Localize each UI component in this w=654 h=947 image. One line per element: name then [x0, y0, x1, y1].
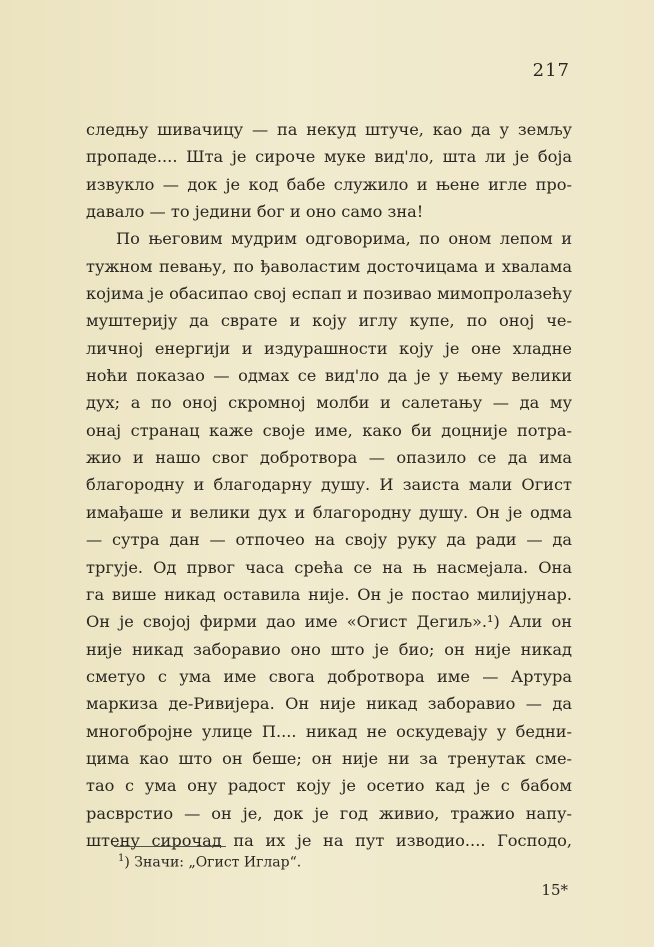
text-line: није никад заборавио оно што је био; он није никад — [86, 639, 572, 659]
text-line: штену сирочад па их је на пут изводио.... Господо, — [86, 830, 572, 850]
text-line: којима је обасипао свој еспап и позивао мимопролазећу — [86, 284, 572, 304]
footnote-text: ) Значи: „Огист Иглар“. — [124, 854, 302, 871]
text-line: жио и нашо свог добротвора — опазило се да има — [86, 448, 572, 468]
footnote-rule — [114, 846, 226, 847]
text-line: По његовим мудрим одговорима, по оном лепом и — [116, 229, 572, 249]
text-line: онај странац каже своје име, како би доцније потра- — [86, 420, 572, 440]
text-line: благородну и благодарну душу. И заиста мали Огист — [86, 475, 572, 495]
text-line: сметуо с ума име свога добротвора име — Артура — [86, 666, 572, 686]
text-line: маркиза де-Ривијера. Он није никад заборавио — да — [86, 694, 572, 714]
text-line: тргује. Од првог часа срећа се на њ насмејала. Она — [86, 557, 572, 577]
text-line: Он је својој фирми дао име «Огист Дегиљ».¹) Али он — [86, 612, 572, 632]
text-line: муштерију да сврате и коју иглу купе, по оној че- — [86, 311, 572, 331]
text-line: га више никад оставила није. Он је постао милијунар. — [86, 584, 572, 604]
page-number: 217 — [532, 60, 570, 81]
footnote-marker: 1 — [118, 853, 125, 864]
text-line: личној енергији и издурашности коју је оне хладне — [86, 338, 572, 358]
text-line: извукло — док је код бабе служило и њене игле про- — [86, 174, 572, 194]
text-line: имађаше и велики дух и благородну душу. Он је одма — [86, 502, 572, 522]
text-line: цима као што он беше; он није ни за тренутак сме- — [86, 748, 572, 768]
text-line: многобројне улице П.... никад не оскудевају у бедни- — [86, 721, 572, 741]
text-line: дух; а по оној скромној молби и салетању — да му — [86, 393, 572, 413]
text-line: — сутра дан — отпочео на своју руку да ради — да — [86, 530, 572, 550]
text-line: тужном певању, по ђаволастим досточицама и хвалама — [86, 256, 572, 276]
text-line: тао с ума ону радост коју је осетио кад је с бабом — [86, 776, 572, 796]
footnote — [118, 853, 301, 871]
body-text — [86, 116, 572, 854]
text-line: следњу шивачицу — па некуд штуче, као да у земљу — [86, 120, 572, 139]
text-line: пропаде.... Шта је сироче муке вид'ло, шта ли је боја — [86, 147, 572, 167]
text-line: расврстио — он је, док је год живио, тражио напу- — [86, 803, 572, 823]
text-line: давало — то једини бог и оно само зна! — [86, 202, 424, 222]
text-line: ноћи показао — одмах се вид'ло да је у њему велики — [86, 366, 572, 386]
signature-mark: 15* — [541, 881, 568, 899]
